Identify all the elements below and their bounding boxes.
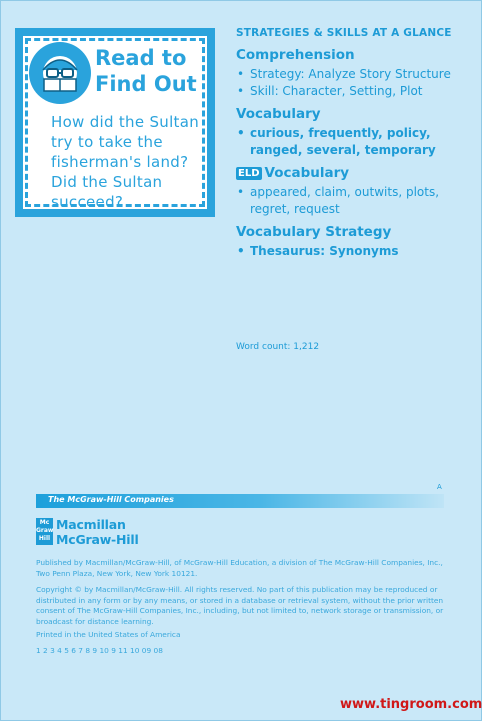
list-item: • Strategy: Analyze Story Structure xyxy=(236,66,472,83)
watermark: www.tingroom.com xyxy=(340,697,482,712)
mcgraw-hill-logo-icon: Mc Graw Hill xyxy=(36,518,53,545)
word-count: Word count: 1,212 xyxy=(236,342,320,352)
list-item: • appeared, claim, outwits, plots, regret, request xyxy=(236,184,472,218)
vocabulary-strategy-section xyxy=(236,224,472,260)
read-to-find-out-title: Read to Find Out xyxy=(95,46,197,96)
logo-name-mcgraw-hill: McGraw-Hill xyxy=(56,532,139,547)
list-item: • Skill: Character, Setting, Plot xyxy=(236,83,472,100)
list-item: • Thesaurus: Synonyms xyxy=(236,243,472,260)
eld-vocabulary-heading xyxy=(236,165,472,181)
guiding-question: How did the Sultan try to take the fisherman's land? Did the Sultan succeed? xyxy=(51,113,200,211)
logo-name-macmillan: Macmillan xyxy=(56,517,126,532)
vocabulary-strategy-heading: Vocabulary Strategy xyxy=(236,224,392,240)
copyright-text: Copyright © by Macmillan/McGraw-Hill. All rights reserved. No part of this publication may be reproduced or distributed in any form or by any means, or stored in a database or retrieval system, without the prior written consent of The McGraw-Hill Companies, Inc., including, but not limited to, network storage or transmission, or broadcast for distance learning. xyxy=(36,585,444,626)
mcgraw-hill-companies-label: The McGraw-Hill Companies xyxy=(48,495,174,504)
corner-mark: A xyxy=(437,483,442,491)
print-line: 1 2 3 4 5 6 7 8 9 10 9 11 10 09 08 xyxy=(36,646,163,655)
skills-header: STRATEGIES & SKILLS AT A GLANCE xyxy=(236,27,452,39)
printed-in-text: Printed in the United States of America xyxy=(36,630,181,639)
vocabulary-heading: Vocabulary xyxy=(236,106,321,122)
eld-vocabulary-label: Vocabulary xyxy=(264,165,350,181)
reader-face-icon xyxy=(29,42,91,104)
eld-vocabulary-section xyxy=(236,165,472,218)
list-item: • curious, frequently, policy, ranged, several, temporary xyxy=(236,125,472,159)
comprehension-section xyxy=(236,47,472,100)
vocabulary-section xyxy=(236,106,472,159)
published-by-text: Published by Macmillan/McGraw-Hill, of McGraw-Hill Education, a division of The McGraw-Hill Companies, Inc., Two Penn Plaza, New York, New York 10121. xyxy=(36,558,443,578)
comprehension-heading: Comprehension xyxy=(236,47,355,63)
skills-column xyxy=(236,27,472,266)
publisher-logo-text xyxy=(56,517,139,547)
mcgraw-hill-bar xyxy=(36,494,444,508)
read-to-find-out-box xyxy=(15,28,215,217)
eld-badge: ELD xyxy=(238,168,260,179)
